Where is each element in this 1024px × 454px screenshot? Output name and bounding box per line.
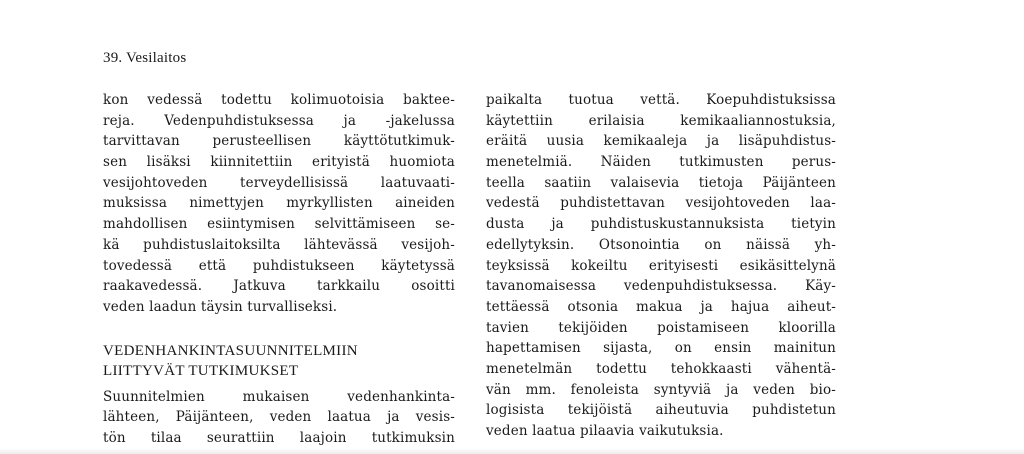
text-line: tön tilaa seurattiin laajoin tutkimuksin bbox=[103, 429, 455, 446]
left-column bbox=[103, 90, 455, 449]
text-line: paikalta tuotua vettä. Koepuhdistuksissa bbox=[486, 92, 836, 108]
section-heading bbox=[103, 341, 455, 381]
text-line: Suunnitelmien mukaisen vedenhankinta- bbox=[103, 388, 455, 405]
text-line: mahdollisen esiintymisen selvittämiseen se- bbox=[103, 216, 455, 233]
text-line: tettäessä otsonia makua ja hajua aiheut- bbox=[486, 298, 836, 315]
text-line: teyksissä kokeiltu erityisesti esikäsittelynä bbox=[486, 257, 836, 274]
scan-edge-shadow bbox=[0, 448, 1024, 454]
text-line: dusta ja puhdistuskustannuksista tietyin bbox=[486, 216, 836, 233]
text-line: kon vedessä todettu kolimuotoisia baktee- bbox=[103, 92, 455, 108]
text-line: tarvittavan perusteellisen käyttötutkimuk- bbox=[103, 133, 455, 150]
right-column bbox=[486, 90, 836, 442]
text-line: vän mm. fenoleista syntyviä ja veden bio- bbox=[486, 381, 836, 398]
text-line: teella saatiin valaisevia tietoja Päijänteen bbox=[486, 174, 836, 191]
text-line: menetelmän todettu tehokkaasti vähentä- bbox=[486, 360, 836, 377]
text-line: hapettamisen sijasta, on ensin mainitun bbox=[486, 340, 836, 357]
text-line: eräitä uusia kemikaaleja ja lisäpuhdistus- bbox=[486, 133, 836, 150]
text-line: veden laadun täysin turvalliseksi. bbox=[103, 298, 338, 315]
text-line: tovedessä että puhdistukseen käytetyssä bbox=[103, 257, 455, 274]
text-line: muksissa nimettyjen myrkyllisten aineiden bbox=[103, 195, 455, 212]
text-line: veden laatua pilaavia vaikutuksia. bbox=[486, 423, 724, 439]
heading-line: VEDENHANKINTASUUNNITELMIIN bbox=[103, 342, 358, 359]
text-line: kä puhdistuslaitoksilta lähtevässä vesijoh- bbox=[103, 236, 455, 253]
text-line: tavien tekijöiden poistamiseen kloorilla bbox=[486, 319, 836, 336]
text-line: lähteen, Päijänteen, veden laatua ja vesis- bbox=[103, 409, 455, 426]
running-head: 39. Vesilaitos bbox=[103, 50, 187, 66]
text-line: edellytyksin. Otsonointia on näissä yh- bbox=[486, 236, 836, 253]
right-paragraph bbox=[486, 90, 836, 442]
heading-line: LIITTYVÄT TUTKIMUKSET bbox=[103, 362, 299, 379]
left-paragraph-2 bbox=[103, 387, 455, 449]
text-line: tavanomaisessa vedenpuhdistuksessa. Käy- bbox=[486, 278, 836, 295]
left-paragraph-1 bbox=[103, 90, 455, 318]
text-line: sen lisäksi kiinnitettiin erityistä huomiota bbox=[103, 154, 455, 171]
text-line: vedestä puhdistettavan vesijohtoveden laa- bbox=[486, 195, 836, 212]
text-line: käytettiin erilaisia kemikaaliannostuksia, bbox=[486, 112, 836, 129]
text-line: reja. Vedenpuhdistuksessa ja -jakelussa bbox=[103, 112, 455, 129]
text-line: logisista tekijöistä aiheutuvia puhdistetun bbox=[486, 402, 836, 419]
text-line: vesijohtoveden terveydellisissä laatuvaati- bbox=[103, 174, 455, 191]
text-line: menetelmiä. Näiden tutkimusten perus- bbox=[486, 154, 836, 171]
text-line: raakavedessä. Jatkuva tarkkailu osoitti bbox=[103, 278, 455, 295]
